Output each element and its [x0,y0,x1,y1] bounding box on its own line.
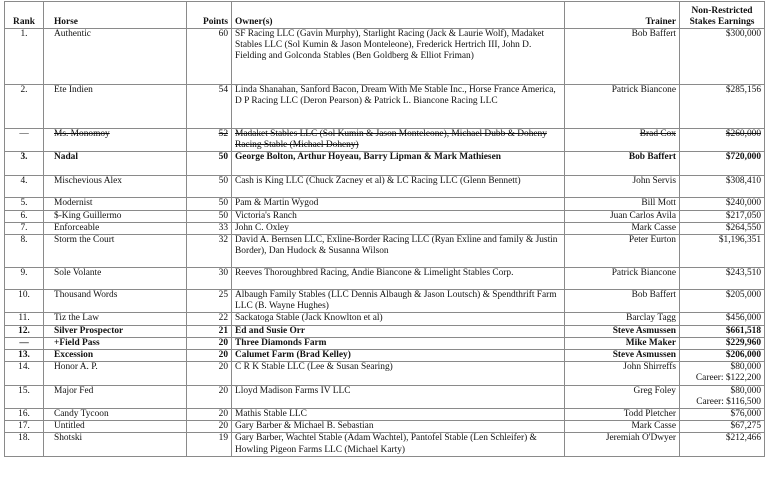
cell-trainer: Mike Maker [565,337,680,349]
cell-career-earnings: Career: $116,500 [696,396,761,407]
cell-owners: Albaugh Family Stables (LLC Dennis Albaugh & Jason Loutsch) & Spendthrift Farm LLC (B. Wayne Hughes) [232,290,565,313]
cell-owners: Victoria's Ranch [232,210,565,222]
cell-points: 50 [187,176,232,198]
cell-trainer: Steve Asmussen [565,325,680,337]
table-row [5,198,765,210]
table-row [5,433,765,457]
header-points: Points [187,2,232,29]
cell-earnings: $300,000 [680,29,765,85]
table-row [5,129,765,152]
cell-horse: Thousand Words [44,290,187,313]
cell-trainer: Barclay Tagg [565,313,680,325]
cell-earnings: $308,410 [680,176,765,198]
cell-points: 20 [187,385,232,408]
table-row [5,152,765,176]
cell-points: 32 [187,235,232,268]
cell-earnings [680,385,765,408]
cell-horse: Enforceable [44,222,187,234]
cell-trainer: Todd Pletcher [565,409,680,421]
cell-earnings-value: $80,000 [730,385,761,396]
cell-owners: Gary Barber, Wachtel Stable (Adam Wachtel), Pantofel Stable (Len Schleifer) & Howling Pigeon Farms LLC (Michael Karty) [232,433,565,457]
cell-earnings: $76,000 [680,409,765,421]
cell-rank: 13. [5,350,44,362]
cell-rank: 6. [5,210,44,222]
cell-points: 21 [187,325,232,337]
cell-rank: 8. [5,235,44,268]
table-row [5,313,765,325]
cell-horse: Major Fed [44,385,187,408]
cell-points: 33 [187,222,232,234]
header-earnings-line2: Stakes Earnings [689,17,755,27]
cell-rank: 2. [5,85,44,129]
cell-owners: Calumet Farm (Brad Kelley) [232,350,565,362]
table-row [5,29,765,85]
cell-horse: Sole Volante [44,268,187,290]
cell-rank: 12. [5,325,44,337]
cell-trainer: Bob Baffert [565,290,680,313]
cell-points: 20 [187,350,232,362]
cell-owners: Madaket Stables LLC (Sol Kumin & Jason Monteleone), Michael Dubb & Doheny Racing Stable (Michael Doheny) [232,129,565,152]
cell-owners: Mathis Stable LLC [232,409,565,421]
cell-earnings: $1,196,351 [680,235,765,268]
cell-trainer: John Shirreffs [565,362,680,385]
cell-owners: C R K Stable LLC (Lee & Susan Searing) [232,362,565,385]
cell-earnings-value: $80,000 [730,362,761,373]
cell-horse: Honor A. P. [44,362,187,385]
cell-rank: 15. [5,385,44,408]
table-row [5,350,765,362]
cell-horse: Ms. Monomoy [44,129,187,152]
cell-trainer: Patrick Biancone [565,85,680,129]
cell-earnings: $243,510 [680,268,765,290]
cell-rank: 4. [5,176,44,198]
cell-owners: Lloyd Madison Farms IV LLC [232,385,565,408]
cell-horse: Candy Tycoon [44,409,187,421]
cell-owners: Sackatoga Stable (Jack Knowlton et al) [232,313,565,325]
cell-career-earnings: Career: $122,200 [695,373,761,384]
cell-horse: Storm the Court [44,235,187,268]
cell-points: 50 [187,198,232,210]
cell-earnings: $720,000 [680,152,765,176]
cell-earnings: $67,275 [680,421,765,433]
cell-points: 52 [187,129,232,152]
table-row [5,222,765,234]
cell-owners: Reeves Thoroughbred Racing, Andie Biancone & Limelight Stables Corp. [232,268,565,290]
cell-owners: Gary Barber & Michael B. Sebastian [232,421,565,433]
cell-horse: Tiz the Law [44,313,187,325]
cell-rank: 1. [5,29,44,85]
cell-owners: David A. Bernsen LLC, Exline-Border Racing LLC (Ryan Exline and family & Justin Border), Dan Hudock & Susanna Wilson [232,235,565,268]
header-row [5,2,765,29]
cell-rank: 16. [5,409,44,421]
table-row [5,290,765,313]
cell-rank: 11. [5,313,44,325]
cell-rank: 7. [5,222,44,234]
cell-owners: SF Racing LLC (Gavin Murphy), Starlight Racing (Jack & Laurie Wolf), Madaket Stables LLC (Sol Kumin & Jason Monteleone), Frederick Hertrich III, John D. Fielding and Golconda Stables (Ben Goldberg & Elliot Friman) [232,29,565,85]
cell-trainer: John Servis [565,176,680,198]
cell-rank: 17. [5,421,44,433]
cell-rank: 3. [5,152,44,176]
cell-rank: — [5,337,44,349]
cell-rank: 18. [5,433,44,457]
cell-earnings: $217,050 [680,210,765,222]
cell-horse: Modernist [44,198,187,210]
cell-trainer: Brad Cox [565,129,680,152]
cell-points: 19 [187,433,232,457]
cell-rank: 10. [5,290,44,313]
cell-trainer: Bill Mott [565,198,680,210]
cell-horse: Mischevious Alex [44,176,187,198]
table-row [5,268,765,290]
cell-earnings: $212,466 [680,433,765,457]
cell-points: 25 [187,290,232,313]
cell-points: 20 [187,409,232,421]
cell-horse: Nadal [44,152,187,176]
table-row [5,421,765,433]
kentucky-derby-points-table [4,1,765,457]
cell-earnings: $661,518 [680,325,765,337]
cell-earnings: $456,000 [680,313,765,325]
cell-owners: Pam & Martin Wygod [232,198,565,210]
table-row [5,337,765,349]
cell-earnings: $240,000 [680,198,765,210]
cell-horse: $-King Guillermo [44,210,187,222]
table-row [5,409,765,421]
table-body [5,29,765,457]
header-trainer: Trainer [565,2,680,29]
header-owners: Owner(s) [232,2,565,29]
cell-points: 54 [187,85,232,129]
header-rank: Rank [5,2,44,29]
table-row [5,85,765,129]
cell-points: 20 [187,421,232,433]
cell-trainer: Mark Casse [565,421,680,433]
cell-trainer: Juan Carlos Avila [565,210,680,222]
cell-trainer: Steve Asmussen [565,350,680,362]
header-horse: Horse [44,2,187,29]
cell-trainer: Greg Foley [565,385,680,408]
cell-rank: 14. [5,362,44,385]
cell-points: 50 [187,210,232,222]
cell-points: 20 [187,362,232,385]
cell-earnings: $229,960 [680,337,765,349]
cell-rank: — [5,129,44,152]
cell-points: 20 [187,337,232,349]
cell-earnings: $260,000 [680,129,765,152]
cell-earnings [680,362,765,385]
cell-points: 50 [187,152,232,176]
cell-horse: Shotski [44,433,187,457]
cell-earnings: $205,000 [680,290,765,313]
table-row [5,385,765,408]
cell-earnings: $264,550 [680,222,765,234]
cell-trainer: Jeremiah O'Dwyer [565,433,680,457]
cell-earnings: $206,000 [680,350,765,362]
cell-owners: Linda Shanahan, Sanford Bacon, Dream With Me Stable Inc., Horse France America, D P Racing LLC (Deron Pearson) & Patrick L. Biancone Racing LLC [232,85,565,129]
table-row [5,362,765,385]
table-row [5,235,765,268]
cell-horse: +Field Pass [44,337,187,349]
cell-owners: John C. Oxley [232,222,565,234]
cell-owners: Three Diamonds Farm [232,337,565,349]
cell-earnings: $285,156 [680,85,765,129]
cell-owners: Ed and Susie Orr [232,325,565,337]
cell-trainer: Bob Baffert [565,152,680,176]
cell-trainer: Mark Casse [565,222,680,234]
cell-trainer: Patrick Biancone [565,268,680,290]
header-earnings [680,2,765,29]
cell-points: 60 [187,29,232,85]
table-row [5,176,765,198]
table-row [5,210,765,222]
cell-trainer: Bob Baffert [565,29,680,85]
cell-points: 22 [187,313,232,325]
table-row [5,325,765,337]
cell-trainer: Peter Eurton [565,235,680,268]
cell-points: 30 [187,268,232,290]
cell-horse: Untitled [44,421,187,433]
cell-horse: Excession [44,350,187,362]
cell-horse: Silver Prospector [44,325,187,337]
cell-owners: Cash is King LLC (Chuck Zacney et al) & LC Racing LLC (Glenn Bennett) [232,176,565,198]
cell-rank: 5. [5,198,44,210]
cell-rank: 9. [5,268,44,290]
header-earnings-line1: Non-Restricted [691,6,753,16]
cell-owners: George Bolton, Arthur Hoyeau, Barry Lipman & Mark Mathiesen [232,152,565,176]
cell-horse: Authentic [44,29,187,85]
cell-horse: Ete Indien [44,85,187,129]
